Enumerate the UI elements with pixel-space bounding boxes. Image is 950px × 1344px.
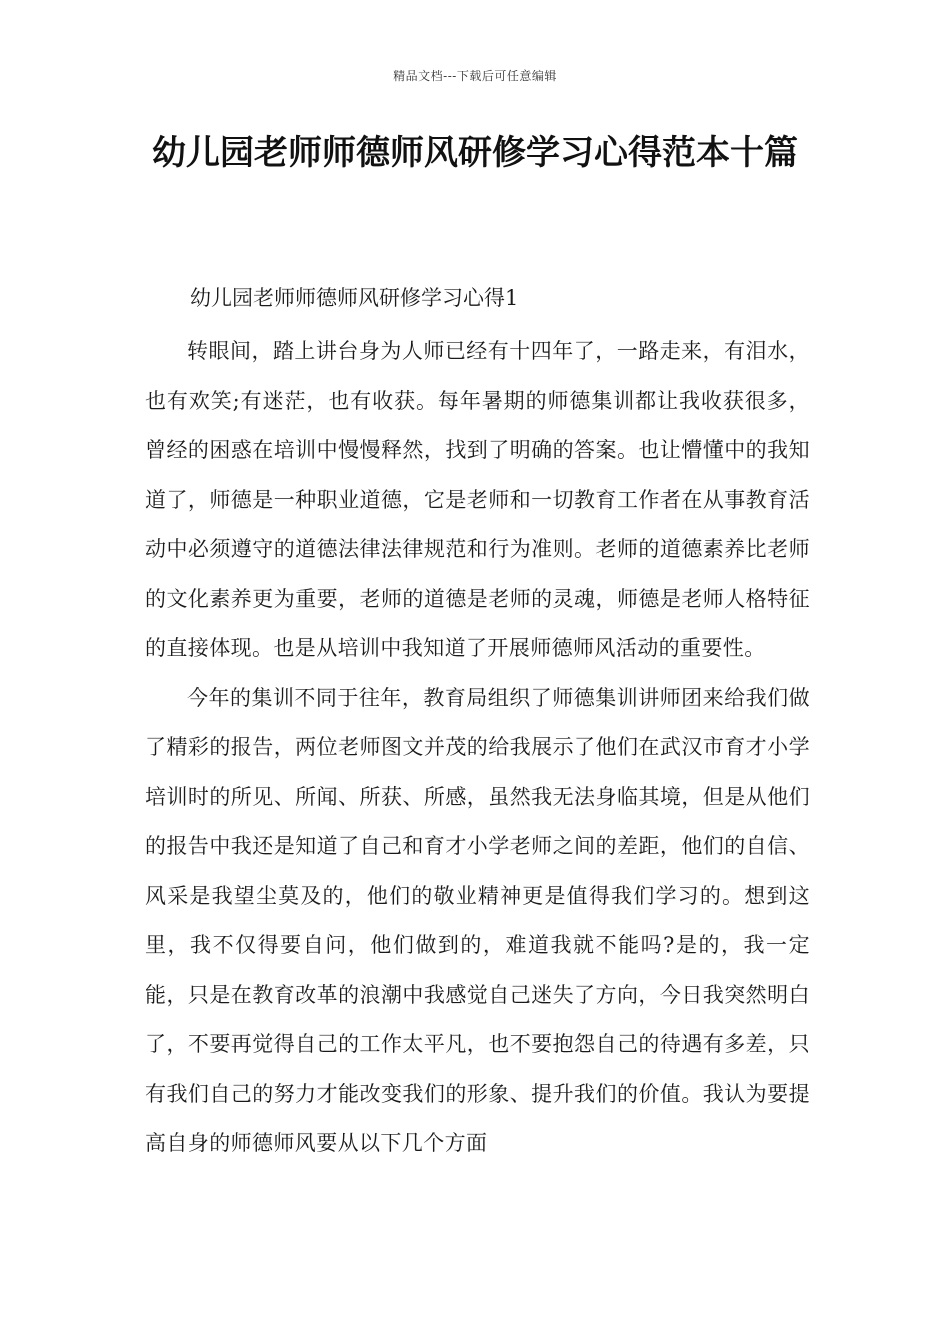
paragraph: 今年的集训不同于往年，教育局组织了师德集训讲师团来给我们做了精彩的报告，两位老师图文并茂的给我展示了他们在武汉市育才小学培训时的所见、所闻、所获、所感，虽然我无法身临其境，但是从他们的报告中我还是知道了自己和育才小学老师之间的差距，他们的自信、风采是我望尘莫及的，他们的敬业精神更是值得我们学习的。想到这里，我不仅得要自问，他们做到的，难道我就不能吗?是的，我一定能，只是在教育改革的浪潮中我感觉自己迷失了方向，今日我突然明白了，不要再觉得自己的工作太平凡，也不要抱怨自己的待遇有多差，只有我们自己的努力才能改变我们的形象、提升我们的价值。我认为要提高自身的师德师风要从以下几个方面 bbox=[145, 685, 810, 1155]
body-text bbox=[145, 327, 810, 1169]
section-heading: 幼儿园老师师德师风研修学习心得1 bbox=[190, 286, 519, 310]
header-note: 精品文档---下载后可任意编辑 bbox=[393, 69, 557, 83]
paragraph: 转眼间，踏上讲台身为人师已经有十四年了，一路走来，有泪水，也有欢笑;有迷茫，也有收获。每年暑期的师德集训都让我收获很多，曾经的困惑在培训中慢慢释然，找到了明确的答案。也让懵懂中的我知道了，师德是一种职业道德，它是老师和一切教育工作者在从事教育活动中必须遵守的道德法律法律规范和行为准则。老师的道德素养比老师的文化素养更为重要，老师的道德是老师的灵魂，师德是老师人格特征的直接体现。也是从培训中我知道了开展师德师风活动的重要性。 bbox=[145, 339, 810, 660]
document-title: 幼儿园老师师德师风研修学习心得范本十篇 bbox=[152, 133, 798, 173]
